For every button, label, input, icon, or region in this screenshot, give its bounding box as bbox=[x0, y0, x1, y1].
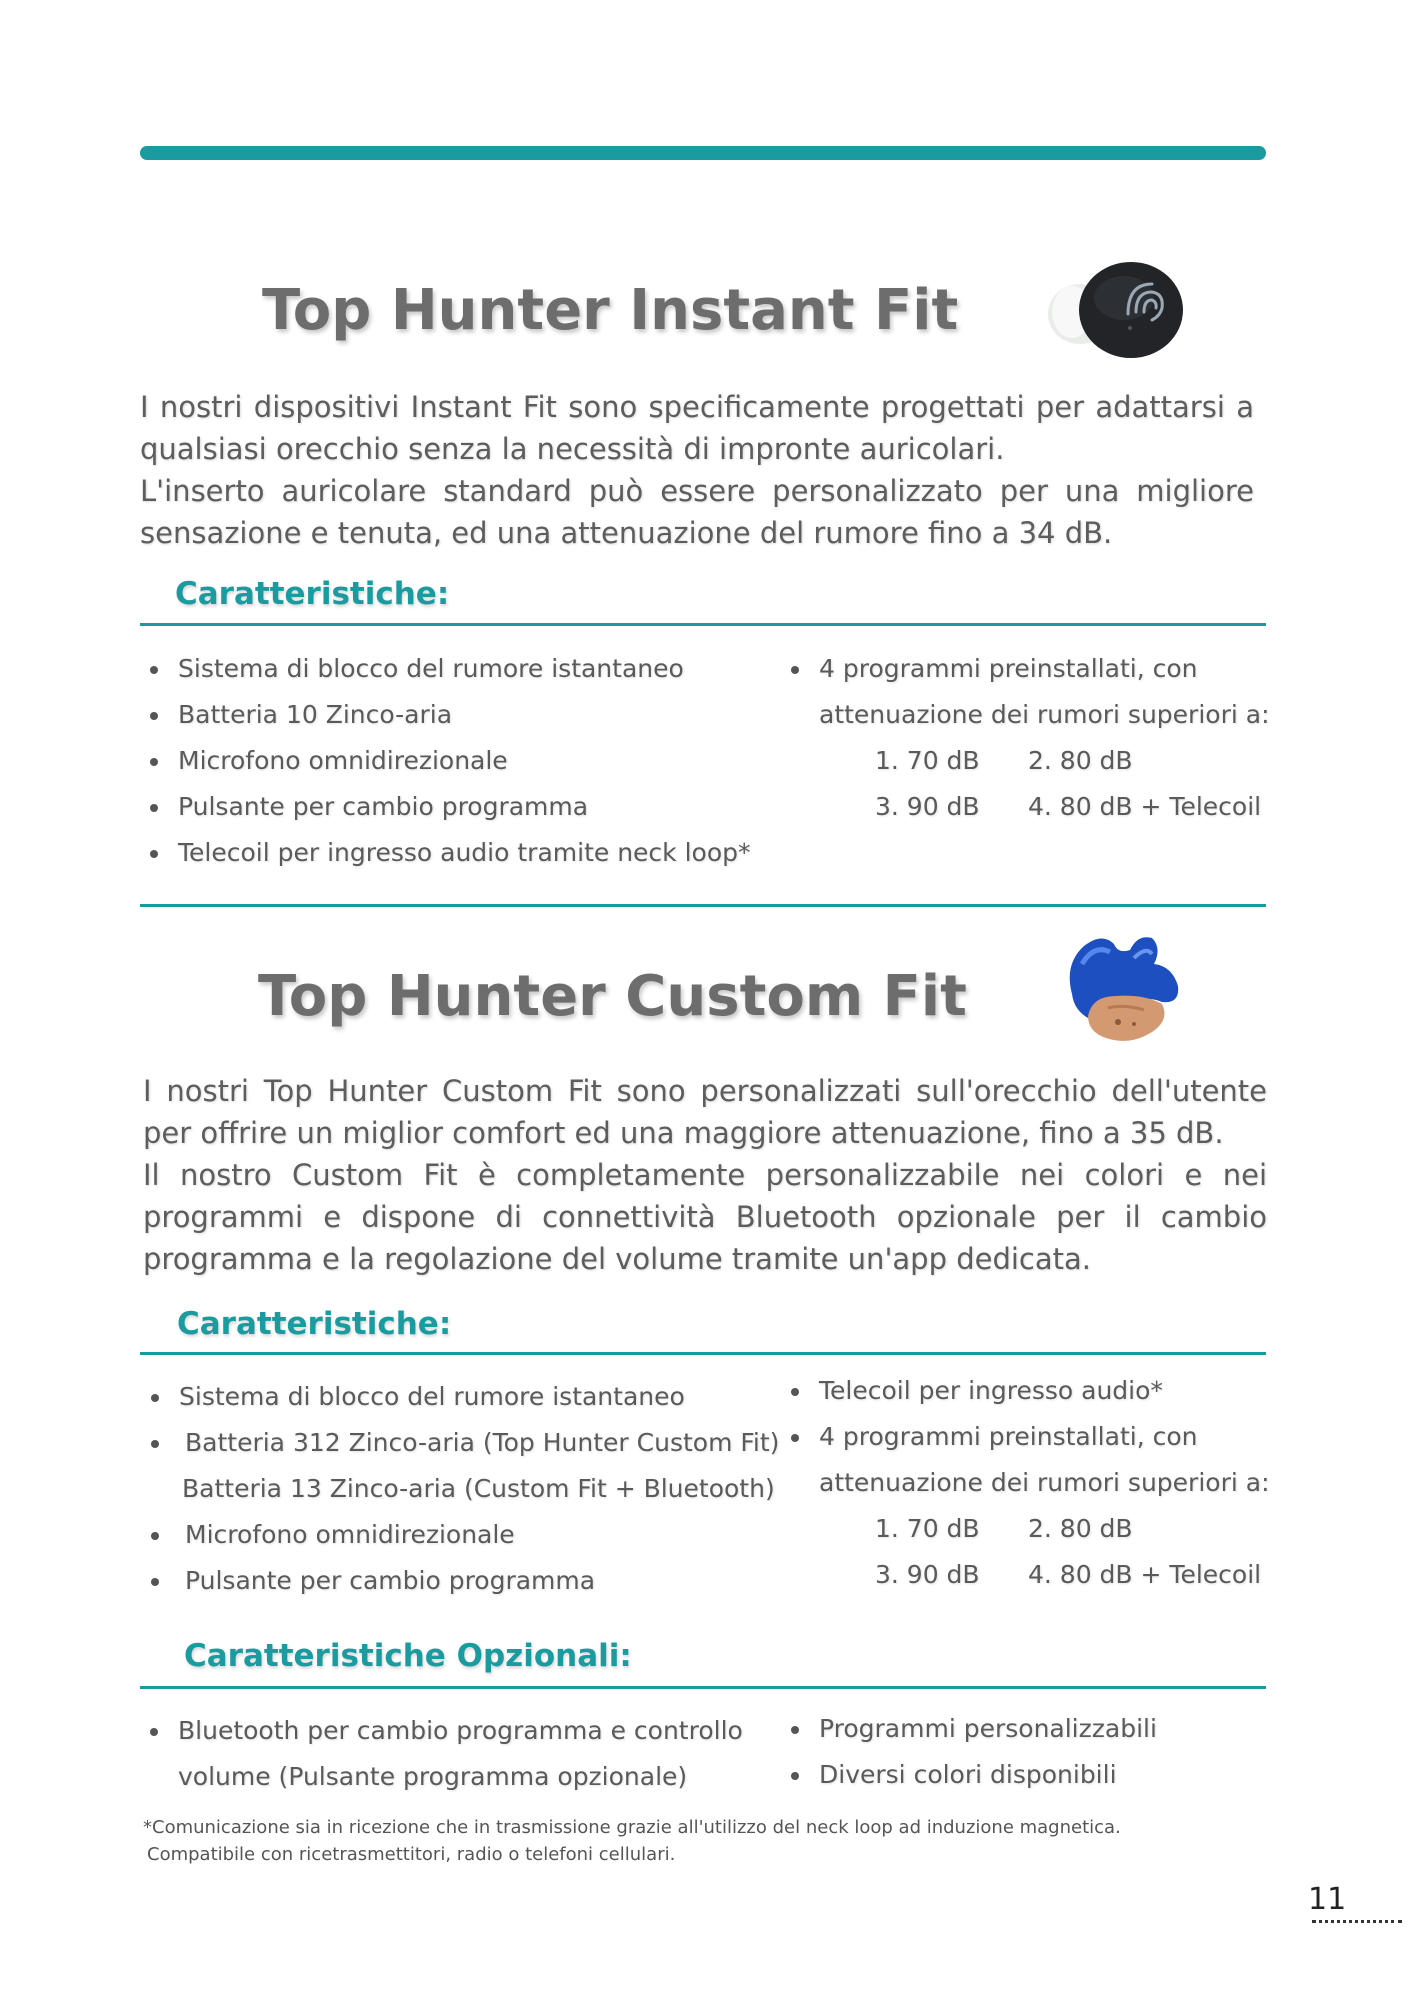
footnote bbox=[143, 1814, 1263, 1868]
custom-fit-description bbox=[143, 1070, 1267, 1280]
custom-fit-program-4: 4. 80 dB + Telecoil bbox=[1028, 1560, 1262, 1589]
list-item-continuation: attenuazione dei rumori superiori a: bbox=[819, 1468, 1270, 1497]
instant-fit-paragraph-1: I nostri dispositivi Instant Fit sono specificamente progettati per adattarsi a qualsiasi orecchio senza la necessità di impronte auricolari. bbox=[140, 390, 1254, 466]
custom-fit-features-heading: Caratteristiche: bbox=[177, 1306, 452, 1342]
custom-fit-paragraph-1: I nostri Top Hunter Custom Fit sono personalizzati sull'orecchio dell'utente per offrire un miglior comfort ed una maggiore attenuazione, fino a 35 dB. bbox=[143, 1074, 1267, 1150]
list-item: Pulsante per cambio programma bbox=[142, 784, 751, 830]
section-title-instant-fit: Top Hunter Instant Fit bbox=[262, 278, 959, 343]
optional-features-right bbox=[783, 1706, 1157, 1798]
list-item: Diversi colori disponibili bbox=[783, 1752, 1157, 1798]
list-item: Batteria 10 Zinco-aria bbox=[142, 692, 751, 738]
footnote-line-2: Compatibile con ricetrasmettitori, radio o telefoni cellulari. bbox=[147, 1844, 676, 1865]
list-item: Programmi personalizzabili bbox=[783, 1706, 1157, 1752]
instant-fit-description bbox=[140, 386, 1254, 554]
custom-fit-features-rule bbox=[140, 1352, 1266, 1355]
list-item: 4 programmi preinstallati, con bbox=[783, 1414, 1270, 1460]
instant-fit-program-4: 4. 80 dB + Telecoil bbox=[1028, 792, 1262, 821]
instant-fit-features-left bbox=[142, 646, 751, 876]
instant-fit-features-rule bbox=[140, 623, 1266, 626]
optional-features-rule bbox=[140, 1686, 1266, 1689]
list-item: Pulsante per cambio programma bbox=[143, 1558, 779, 1604]
list-item: Sistema di blocco del rumore istantaneo bbox=[143, 1374, 779, 1420]
optional-features-heading: Caratteristiche Opzionali: bbox=[184, 1638, 632, 1674]
instant-fit-program-2: 2. 80 dB bbox=[1028, 746, 1133, 775]
optional-features-left bbox=[142, 1708, 743, 1800]
list-item-continuation: Batteria 13 Zinco-aria (Custom Fit + Bluetooth) bbox=[182, 1474, 775, 1503]
custom-fit-program-3: 3. 90 dB bbox=[875, 1560, 980, 1589]
instant-fit-paragraph-2: L'inserto auricolare standard può essere personalizzato per una migliore sensazione e tenuta, ed una attenuazione del rumore fino a 34 dB. bbox=[140, 474, 1254, 550]
footnote-line-1: *Comunicazione sia in ricezione che in trasmissione grazie all'utilizzo del neck loop ad induzione magnetica. bbox=[143, 1817, 1121, 1838]
list-item: Telecoil per ingresso audio* bbox=[783, 1368, 1270, 1414]
custom-fit-program-2: 2. 80 dB bbox=[1028, 1514, 1133, 1543]
instant-fit-program-1: 1. 70 dB bbox=[875, 746, 980, 775]
list-item: Microfono omnidirezionale bbox=[142, 738, 751, 784]
list-item: Batteria 312 Zinco-aria (Top Hunter Custom Fit) bbox=[143, 1420, 779, 1466]
custom-fit-features-right bbox=[783, 1368, 1270, 1506]
custom-fit-earpiece-image bbox=[1058, 924, 1188, 1054]
page-number: 11 bbox=[1308, 1882, 1347, 1917]
custom-fit-paragraph-2: Il nostro Custom Fit è completamente personalizzabile nei colori e nei programmi e dispone di connettività Bluetooth opzionale per il cambio programma e la regolazione del volume tramite un'app dedicata. bbox=[143, 1158, 1267, 1276]
list-item-continuation: volume (Pulsante programma opzionale) bbox=[178, 1762, 688, 1791]
page-number-dots bbox=[1312, 1920, 1402, 1923]
list-item: Sistema di blocco del rumore istantaneo bbox=[142, 646, 751, 692]
instant-fit-features-right bbox=[783, 646, 1270, 738]
list-item: Microfono omnidirezionale bbox=[143, 1512, 779, 1558]
instant-fit-earplug-image bbox=[1036, 256, 1186, 366]
section-title-custom-fit: Top Hunter Custom Fit bbox=[258, 964, 967, 1029]
instant-fit-features-heading: Caratteristiche: bbox=[175, 576, 450, 612]
instant-fit-program-3: 3. 90 dB bbox=[875, 792, 980, 821]
custom-fit-features-left bbox=[143, 1374, 779, 1604]
top-accent-bar bbox=[140, 146, 1266, 160]
list-item-continuation: attenuazione dei rumori superiori a: bbox=[819, 700, 1270, 729]
list-item: Bluetooth per cambio programma e controllo bbox=[142, 1708, 743, 1754]
list-item: 4 programmi preinstallati, con bbox=[783, 646, 1270, 692]
list-item: Telecoil per ingresso audio tramite neck loop* bbox=[142, 830, 751, 876]
custom-fit-program-1: 1. 70 dB bbox=[875, 1514, 980, 1543]
section-divider-rule bbox=[140, 904, 1266, 907]
